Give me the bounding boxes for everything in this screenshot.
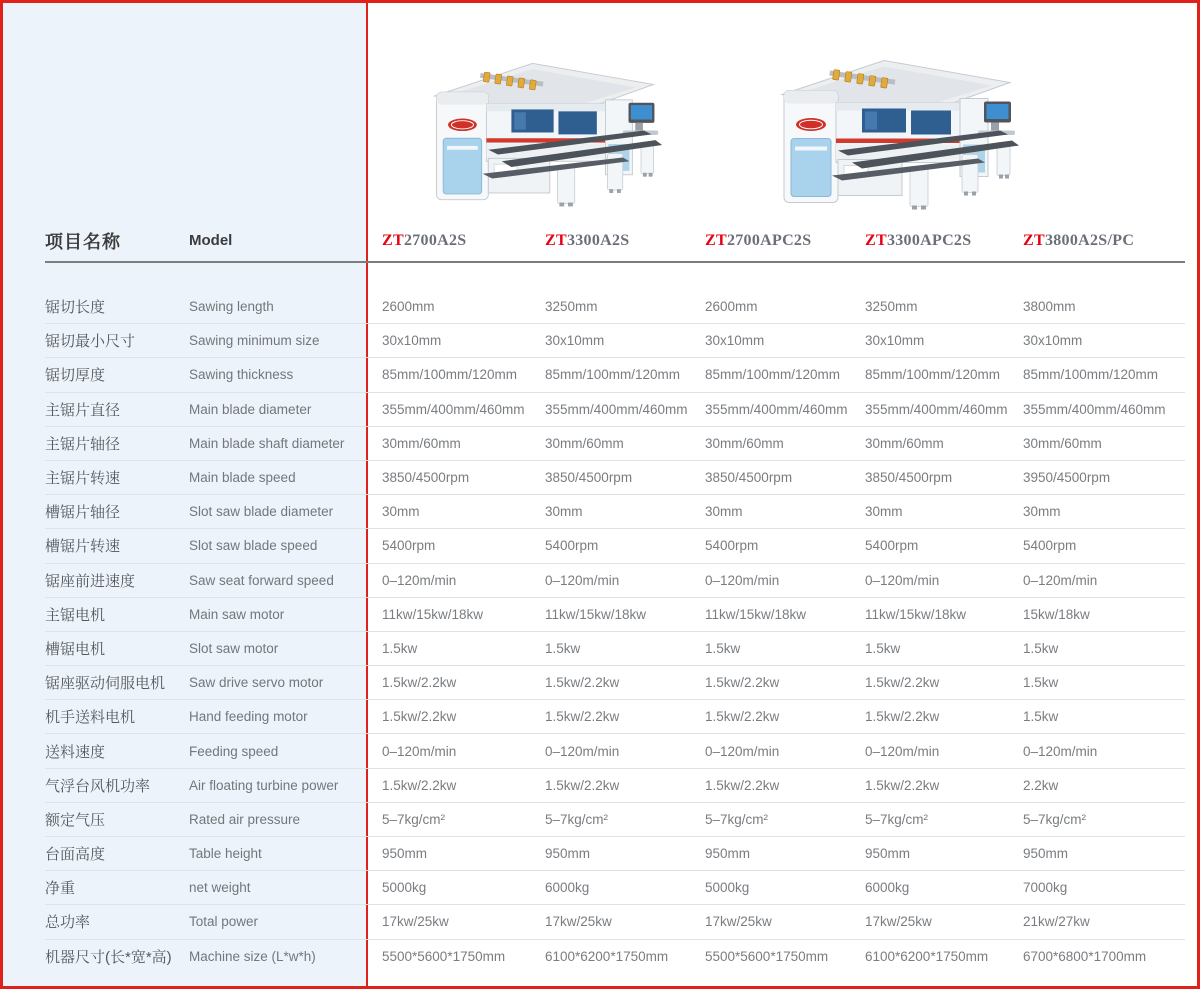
spec-value: 1.5kw/2.2kw xyxy=(382,777,457,793)
header-title-en-text: Model xyxy=(189,232,233,249)
spec-value: 30x10mm xyxy=(705,333,765,349)
model-column-header xyxy=(705,232,865,250)
spec-value: 950mm xyxy=(865,846,911,862)
spec-value: 6000kg xyxy=(865,880,910,896)
spec-value: 1.5kw/2.2kw xyxy=(545,777,620,793)
spec-value: 85mm/100mm/120mm xyxy=(545,367,681,383)
table-row xyxy=(45,632,1185,666)
spec-value: 1.5kw xyxy=(382,640,418,656)
spec-value: 5400rpm xyxy=(705,538,759,554)
spec-value: 355mm/400mm/460mm xyxy=(705,401,848,417)
spec-value: 30mm xyxy=(705,504,743,520)
spec-value: 355mm/400mm/460mm xyxy=(865,401,1008,417)
spec-value: 1.5kw/2.2kw xyxy=(545,709,620,725)
spec-value: 1.5kw/2.2kw xyxy=(705,709,780,725)
spec-value: 5–7kg/cm² xyxy=(865,811,929,827)
row-label-en: Sawing length xyxy=(189,299,274,315)
model-suffix: 3800A2S/PC xyxy=(1044,232,1135,249)
row-label-en: Main saw motor xyxy=(189,606,285,622)
spec-value: 5–7kg/cm² xyxy=(382,811,446,827)
spec-value: 355mm/400mm/460mm xyxy=(1023,401,1166,417)
spec-value: 2600mm xyxy=(382,299,435,315)
spec-value: 3250mm xyxy=(865,299,918,315)
machine-photo-2 xyxy=(772,44,1022,220)
spec-value: 6100*6200*1750mm xyxy=(545,948,669,964)
model-column-header xyxy=(545,232,705,250)
spec-value: 85mm/100mm/120mm xyxy=(1023,367,1159,383)
model-prefix: ZT xyxy=(545,232,567,249)
table-row xyxy=(45,495,1185,529)
spec-value: 30mm/60mm xyxy=(1023,435,1102,451)
spec-value: 5400rpm xyxy=(545,538,599,554)
table-row xyxy=(45,905,1185,939)
row-label-en: Air floating turbine power xyxy=(189,777,339,793)
spec-value: 7000kg xyxy=(1023,880,1068,896)
row-label-cn: 机手送料电机 xyxy=(45,709,136,727)
spec-value: 30mm/60mm xyxy=(705,435,784,451)
spec-value: 355mm/400mm/460mm xyxy=(382,401,525,417)
row-label-cn: 机器尺寸(长*宽*高) xyxy=(45,948,172,966)
spec-value: 30mm/60mm xyxy=(865,435,944,451)
table-row xyxy=(45,598,1185,632)
row-label-en: Machine size (L*w*h) xyxy=(189,948,316,964)
header-title-cn xyxy=(45,228,189,254)
spec-value: 30mm xyxy=(1023,504,1061,520)
table-header-row xyxy=(45,222,1185,260)
spec-value: 3850/4500rpm xyxy=(705,470,793,486)
spec-value: 355mm/400mm/460mm xyxy=(545,401,688,417)
row-label-cn: 台面高度 xyxy=(45,846,106,864)
model-prefix: ZT xyxy=(865,232,887,249)
spec-value: 5–7kg/cm² xyxy=(705,811,769,827)
spec-value: 15kw/18kw xyxy=(1023,606,1090,622)
spec-value: 5–7kg/cm² xyxy=(545,811,609,827)
spec-value: 30mm/60mm xyxy=(382,435,461,451)
spec-value: 5500*5600*1750mm xyxy=(382,948,506,964)
spec-value: 6700*6800*1700mm xyxy=(1023,948,1147,964)
spec-value: 3850/4500rpm xyxy=(865,470,953,486)
spec-value: 0–120m/min xyxy=(382,743,457,759)
row-label-en: Sawing thickness xyxy=(189,367,294,383)
header-title-en xyxy=(189,232,382,250)
spec-value: 0–120m/min xyxy=(545,743,620,759)
model-suffix: 3300APC2S xyxy=(886,232,972,249)
row-label-cn: 槽锯片轴径 xyxy=(45,504,121,522)
spec-value: 3250mm xyxy=(545,299,598,315)
spec-value: 85mm/100mm/120mm xyxy=(705,367,841,383)
spec-value: 1.5kw/2.2kw xyxy=(705,777,780,793)
spec-value: 6000kg xyxy=(545,880,590,896)
machine-photo-1 xyxy=(425,47,665,217)
model-name xyxy=(545,232,630,249)
model-name xyxy=(382,232,467,249)
table-row xyxy=(45,769,1185,803)
table-row xyxy=(45,871,1185,905)
row-label-cn: 锯切最小尺寸 xyxy=(45,333,136,351)
spec-value: 17kw/25kw xyxy=(705,914,772,930)
spec-value: 6100*6200*1750mm xyxy=(865,948,989,964)
spec-value: 950mm xyxy=(1023,846,1069,862)
spec-value: 2600mm xyxy=(705,299,758,315)
row-label-en: Hand feeding motor xyxy=(189,709,308,725)
header-title-cn-text: 项目名称 xyxy=(45,232,121,252)
model-suffix: 2700APC2S xyxy=(726,232,812,249)
row-label-en: Total power xyxy=(189,914,259,930)
model-prefix: ZT xyxy=(1023,232,1045,249)
spec-value: 1.5kw/2.2kw xyxy=(545,675,620,691)
row-label-cn: 槽锯电机 xyxy=(45,640,106,658)
spec-value: 1.5kw xyxy=(545,640,581,656)
spec-value: 950mm xyxy=(705,846,751,862)
row-label-cn: 槽锯片转速 xyxy=(45,538,121,556)
spec-value: 30x10mm xyxy=(545,333,605,349)
spec-value: 5000kg xyxy=(705,880,750,896)
row-label-en: Slot saw motor xyxy=(189,640,279,656)
row-label-cn: 锯座前进速度 xyxy=(45,572,136,590)
table-row xyxy=(45,837,1185,871)
row-label-cn: 送料速度 xyxy=(45,743,106,761)
table-row xyxy=(45,393,1185,427)
table-row xyxy=(45,666,1185,700)
table-row xyxy=(45,461,1185,495)
spec-value: 5500*5600*1750mm xyxy=(705,948,829,964)
spec-value: 1.5kw xyxy=(1023,675,1059,691)
spec-value: 2.2kw xyxy=(1023,777,1059,793)
spec-value: 0–120m/min xyxy=(705,572,780,588)
spec-value: 30x10mm xyxy=(865,333,925,349)
spec-value: 1.5kw/2.2kw xyxy=(382,709,457,725)
row-label-cn: 气浮台风机功率 xyxy=(45,777,151,795)
spec-value: 1.5kw xyxy=(865,640,901,656)
row-label-en: Main blade shaft diameter xyxy=(189,435,345,451)
spec-value: 17kw/25kw xyxy=(545,914,612,930)
table-row xyxy=(45,427,1185,461)
row-label-cn: 总功率 xyxy=(45,914,91,932)
row-label-en: Rated air pressure xyxy=(189,811,301,827)
table-row xyxy=(45,324,1185,358)
spec-table-body xyxy=(45,290,1185,973)
spec-value: 1.5kw/2.2kw xyxy=(865,777,940,793)
spec-value: 30mm xyxy=(865,504,903,520)
row-label-cn: 净重 xyxy=(45,880,76,898)
model-name xyxy=(1023,232,1134,249)
spec-value: 0–120m/min xyxy=(865,743,940,759)
table-row xyxy=(45,290,1185,324)
row-label-cn: 锯切长度 xyxy=(45,299,106,317)
table-row xyxy=(45,564,1185,598)
spec-value: 5400rpm xyxy=(1023,538,1077,554)
table-row xyxy=(45,803,1185,837)
spec-value: 5000kg xyxy=(382,880,427,896)
spec-value: 0–120m/min xyxy=(382,572,457,588)
spec-value: 950mm xyxy=(382,846,428,862)
spec-value: 17kw/25kw xyxy=(865,914,932,930)
row-label-cn: 额定气压 xyxy=(45,811,106,829)
row-label-en: Table height xyxy=(189,846,262,862)
spec-value: 1.5kw/2.2kw xyxy=(382,675,457,691)
table-row xyxy=(45,734,1185,768)
row-label-en: Main blade diameter xyxy=(189,401,312,417)
model-suffix: 3300A2S xyxy=(566,232,630,249)
spec-value: 1.5kw/2.2kw xyxy=(865,709,940,725)
row-label-cn: 锯座驱动伺服电机 xyxy=(45,675,166,693)
row-label-cn: 主锯电机 xyxy=(45,606,106,624)
spec-value: 1.5kw xyxy=(1023,640,1059,656)
spec-value: 17kw/25kw xyxy=(382,914,449,930)
row-label-cn: 主锯片直径 xyxy=(45,401,121,419)
spec-value: 3950/4500rpm xyxy=(1023,470,1111,486)
spec-value: 0–120m/min xyxy=(865,572,940,588)
header-underline xyxy=(45,261,1185,263)
row-label-en: Main blade speed xyxy=(189,470,296,486)
spec-value: 0–120m/min xyxy=(545,572,620,588)
spec-value: 0–120m/min xyxy=(1023,743,1098,759)
spec-value: 11kw/15kw/18kw xyxy=(545,606,647,622)
model-column-header xyxy=(1023,232,1185,250)
table-row xyxy=(45,529,1185,563)
spec-value: 1.5kw/2.2kw xyxy=(705,675,780,691)
spec-value: 3850/4500rpm xyxy=(382,470,470,486)
spec-value: 30mm/60mm xyxy=(545,435,624,451)
spec-value: 30x10mm xyxy=(382,333,442,349)
spec-value: 30x10mm xyxy=(1023,333,1083,349)
model-name xyxy=(705,232,811,249)
spec-value: 11kw/15kw/18kw xyxy=(382,606,484,622)
spec-value: 0–120m/min xyxy=(705,743,780,759)
spec-value: 85mm/100mm/120mm xyxy=(865,367,1001,383)
row-label-en: Feeding speed xyxy=(189,743,279,759)
row-label-cn: 锯切厚度 xyxy=(45,367,106,385)
row-label-en: Saw drive servo motor xyxy=(189,675,324,691)
model-suffix: 2700A2S xyxy=(403,232,467,249)
model-column-header xyxy=(865,232,1023,250)
table-row xyxy=(45,358,1185,392)
model-column-header xyxy=(382,232,545,250)
spec-value: 30mm xyxy=(382,504,420,520)
spec-value: 30mm xyxy=(545,504,583,520)
spec-value: 11kw/15kw/18kw xyxy=(865,606,967,622)
spec-value: 21kw/27kw xyxy=(1023,914,1090,930)
row-label-cn: 主锯片转速 xyxy=(45,470,121,488)
spec-value: 3850/4500rpm xyxy=(545,470,633,486)
spec-value: 1.5kw xyxy=(705,640,741,656)
model-prefix: ZT xyxy=(382,232,404,249)
spec-value: 3800mm xyxy=(1023,299,1076,315)
spec-value: 5–7kg/cm² xyxy=(1023,811,1087,827)
row-label-en: Slot saw blade diameter xyxy=(189,504,334,520)
spec-value: 1.5kw/2.2kw xyxy=(865,675,940,691)
row-label-en: Sawing minimum size xyxy=(189,333,320,349)
table-row xyxy=(45,700,1185,734)
row-label-en: Saw seat forward speed xyxy=(189,572,334,588)
spec-value: 5400rpm xyxy=(865,538,919,554)
model-prefix: ZT xyxy=(705,232,727,249)
spec-value: 5400rpm xyxy=(382,538,436,554)
spec-value: 950mm xyxy=(545,846,591,862)
row-label-en: net weight xyxy=(189,880,251,896)
model-name xyxy=(865,232,971,249)
table-row xyxy=(45,940,1185,973)
spec-value: 0–120m/min xyxy=(1023,572,1098,588)
spec-value: 11kw/15kw/18kw xyxy=(705,606,807,622)
spec-value: 85mm/100mm/120mm xyxy=(382,367,518,383)
row-label-en: Slot saw blade speed xyxy=(189,538,318,554)
spec-value: 1.5kw xyxy=(1023,709,1059,725)
row-label-cn: 主锯片轴径 xyxy=(45,435,121,453)
